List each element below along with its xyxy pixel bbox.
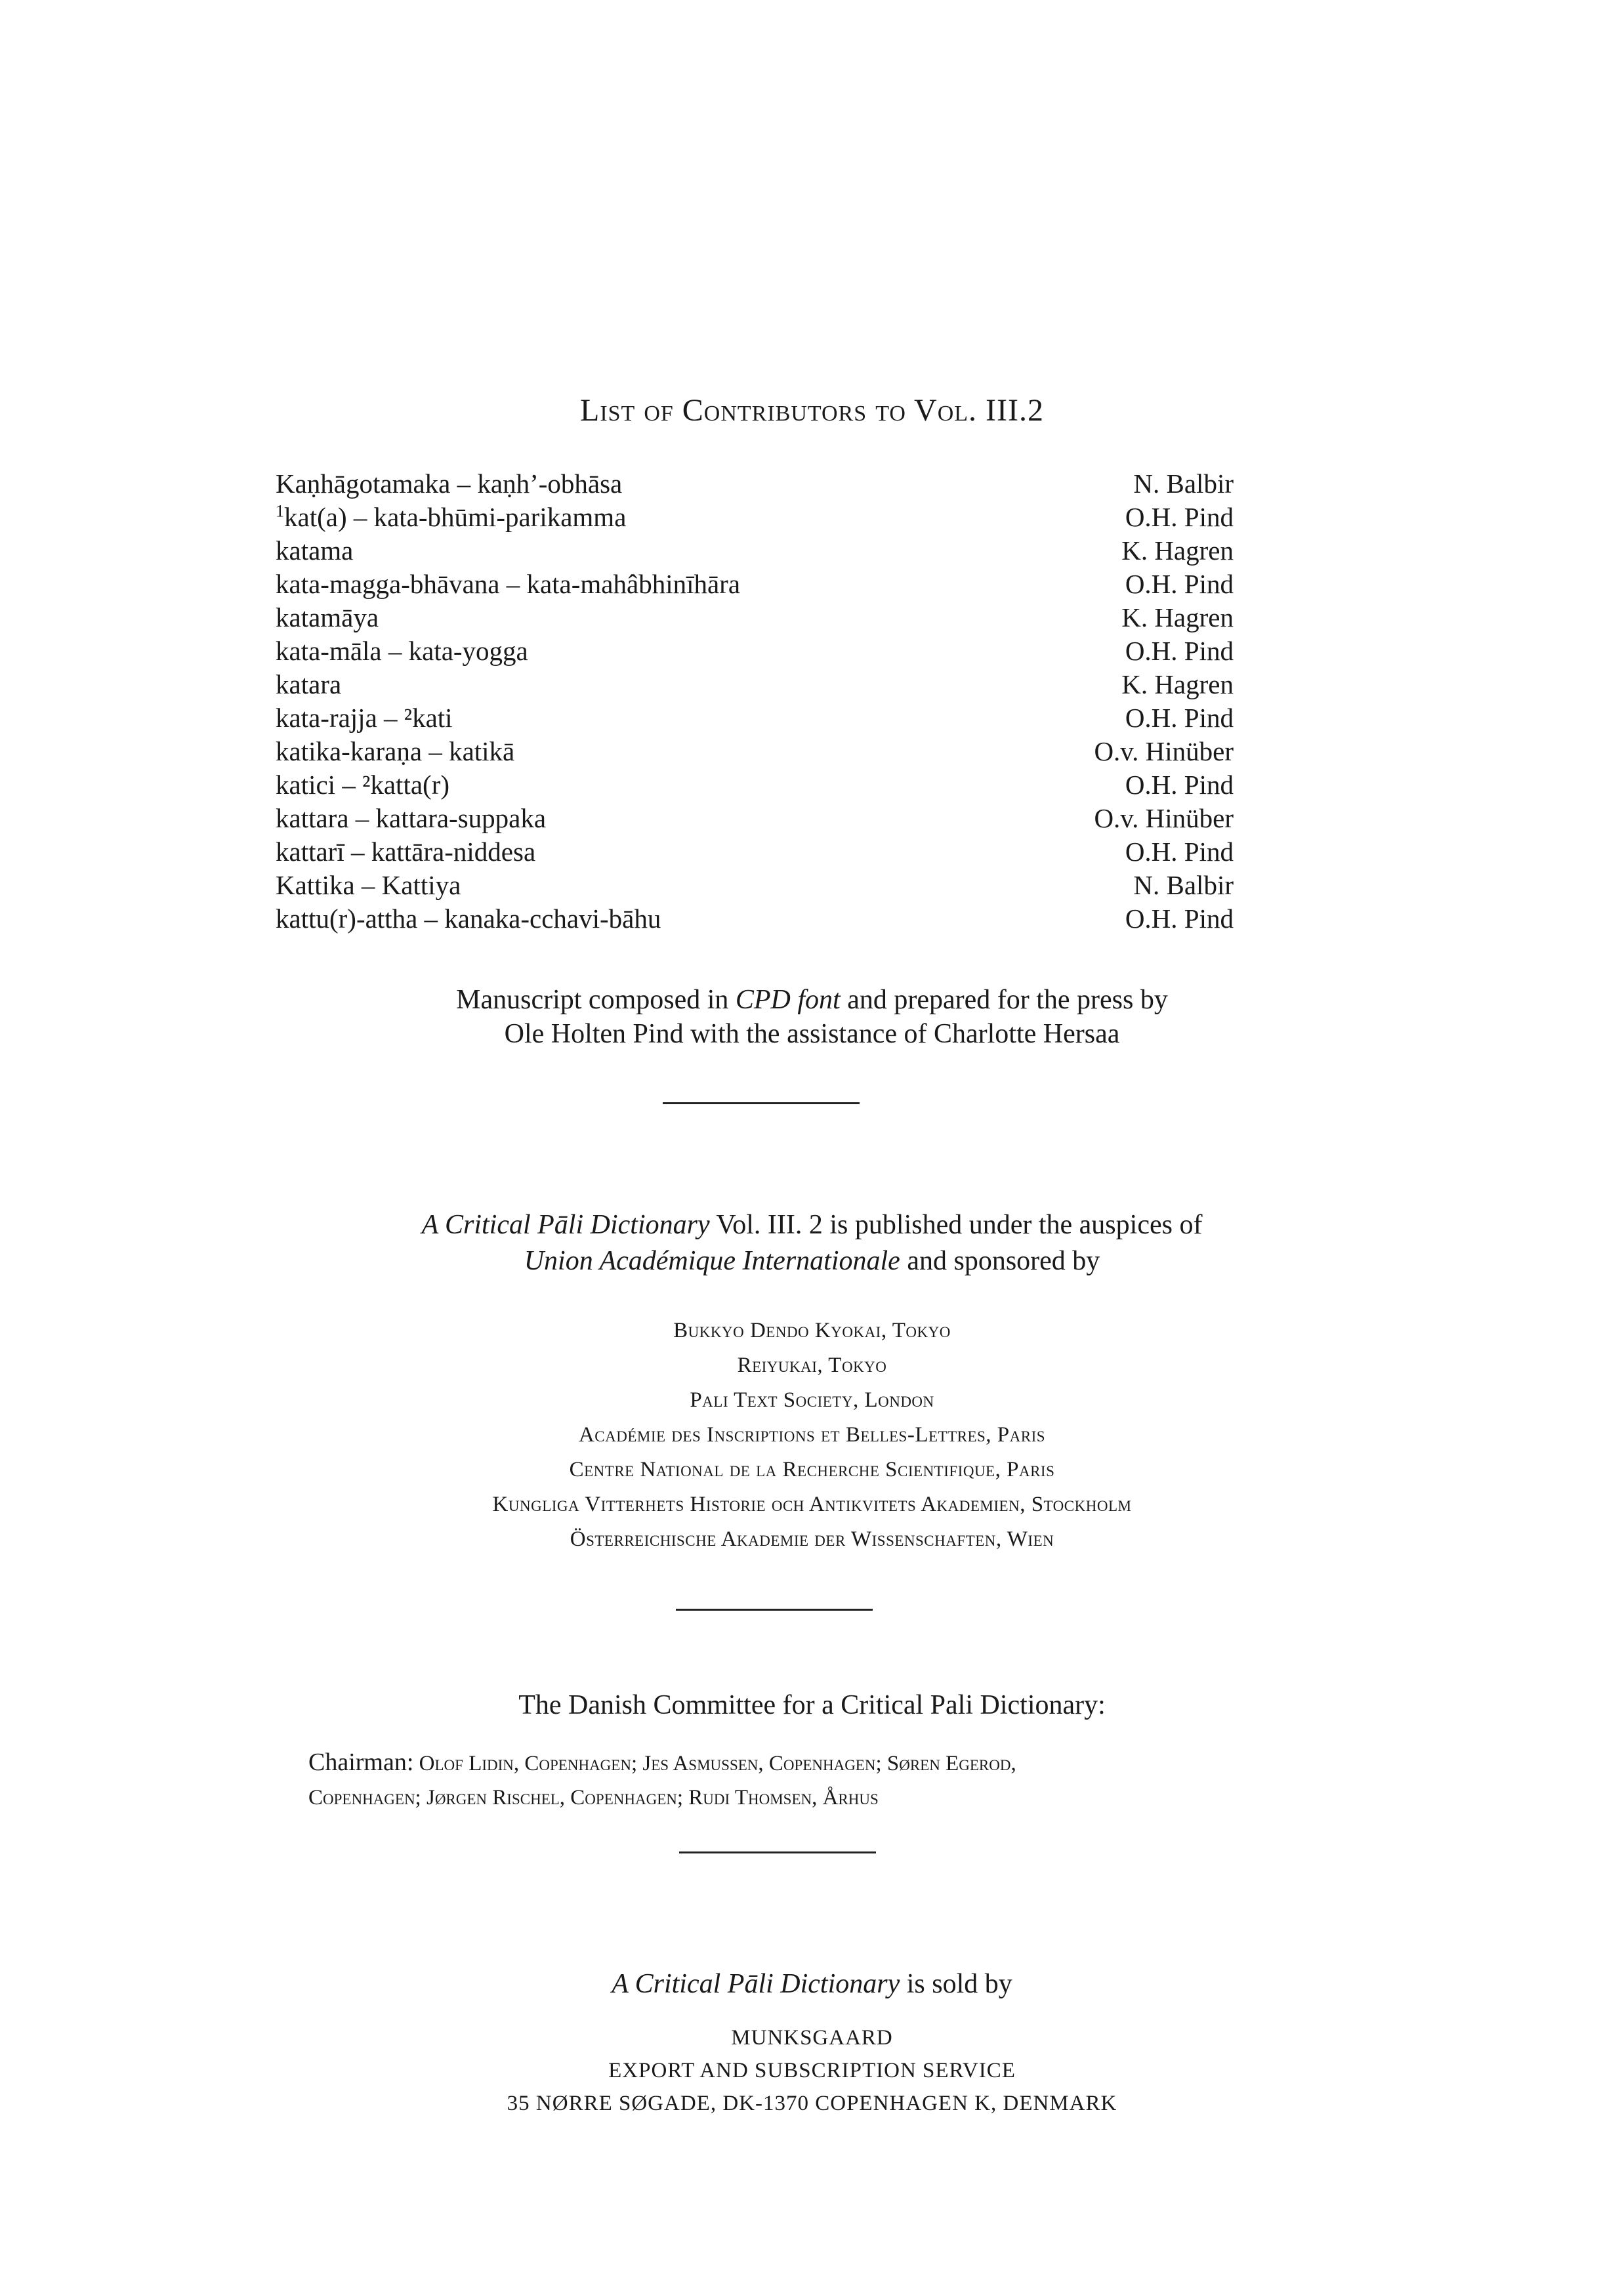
contributor-name: K. Hagren bbox=[1121, 535, 1234, 566]
dictionary-title: A Critical Pāli Dictionary bbox=[612, 1969, 900, 1999]
contributor-row bbox=[276, 568, 1234, 601]
published-text: Vol. III. 2 is published under the auspices of bbox=[716, 1210, 1203, 1240]
contributor-name: O.H. Pind bbox=[1125, 770, 1234, 800]
entry-range: katara bbox=[276, 669, 342, 699]
sponsor-item: Centre National de la Recherche Scientifique, Paris bbox=[569, 1458, 1055, 1481]
seller-service: EXPORT AND SUBSCRIPTION SERVICE bbox=[608, 2059, 1016, 2082]
contributor-name: N. Balbir bbox=[1133, 468, 1234, 499]
sponsor-item: Kungliga Vitterhets Historie och Antikvitets Akademien, Stockholm bbox=[492, 1493, 1132, 1516]
sponsor-item: Pali Text Society, London bbox=[690, 1388, 934, 1412]
chairman-label: Chairman: bbox=[308, 1748, 414, 1776]
contributor-row bbox=[276, 768, 1234, 802]
contributor-row bbox=[276, 835, 1234, 869]
entry-range: kattarī – kattāra-niddesa bbox=[276, 837, 536, 867]
contributor-name: O.H. Pind bbox=[1125, 636, 1234, 666]
contributor-name: K. Hagren bbox=[1121, 669, 1234, 699]
manuscript-line-2: Ole Holten Pind with the assistance of Charlotte Hersaa bbox=[504, 1019, 1120, 1049]
entry-range: kata-magga-bhāvana – kata-mahâbhinīhāra bbox=[276, 569, 741, 599]
seller-name: MUNKSGAARD bbox=[731, 2026, 893, 2050]
contributor-row bbox=[276, 534, 1234, 568]
published-line-2 bbox=[0, 1245, 1624, 1277]
entry-range: katika-karaṇa – katikā bbox=[276, 736, 515, 766]
entry-range: katamāya bbox=[276, 602, 379, 632]
contributor-row bbox=[276, 467, 1234, 501]
committee-line-2: Copenhagen; Jørgen Rischel, Copenhagen; Rudi Thomsen, Århus bbox=[308, 1786, 879, 1809]
entry-range: katici – ²katta(r) bbox=[276, 770, 449, 800]
sold-text: is sold by bbox=[906, 1969, 1012, 1999]
contributor-name: O.H. Pind bbox=[1125, 502, 1234, 532]
divider bbox=[676, 1609, 873, 1611]
sponsor-item: Académie des Inscriptions et Belles-Lettres, Paris bbox=[578, 1423, 1046, 1447]
published-line-1 bbox=[0, 1209, 1624, 1241]
contributor-name: O.v. Hinüber bbox=[1094, 736, 1234, 766]
entry-range: kata-rajja – ²kati bbox=[276, 703, 453, 733]
manuscript-text: and prepared for the press by bbox=[847, 985, 1168, 1015]
font-name: CPD font bbox=[735, 985, 841, 1015]
contributor-row bbox=[276, 601, 1234, 634]
contributor-row bbox=[276, 735, 1234, 768]
sponsor-item: Österreichische Akademie der Wissenschaften, Wien bbox=[570, 1527, 1054, 1551]
contributor-row bbox=[276, 701, 1234, 735]
contributor-name: O.v. Hinüber bbox=[1094, 803, 1234, 833]
manuscript-text: Manuscript composed in bbox=[456, 985, 729, 1015]
contributor-name: O.H. Pind bbox=[1125, 569, 1234, 599]
contributor-row bbox=[276, 802, 1234, 835]
committee-text: Olof Lidin, Copenhagen; Jes Asmussen, Copenhagen; Søren Egerod, bbox=[419, 1752, 1016, 1775]
contributor-name: K. Hagren bbox=[1121, 602, 1234, 632]
entry-range: kattu(r)-attha – kanaka-cchavi-bāhu bbox=[276, 903, 661, 934]
committee-heading: The Danish Committee for a Critical Pali Dictionary: bbox=[518, 1690, 1106, 1720]
dictionary-title: A Critical Pāli Dictionary bbox=[421, 1210, 710, 1240]
sold-heading bbox=[0, 1968, 1624, 2000]
entry-range: Kaṇhāgotamaka – kaṇh’-obhāsa bbox=[276, 468, 623, 499]
committee-line-1 bbox=[308, 1745, 1332, 1781]
contributor-row bbox=[276, 634, 1234, 668]
union-name: Union Académique Internationale bbox=[524, 1246, 900, 1276]
committee-members bbox=[308, 1745, 1332, 1815]
contributor-row bbox=[276, 668, 1234, 701]
published-text: and sponsored by bbox=[907, 1246, 1100, 1276]
seller-address: 35 NØRRE SØGADE, DK-1370 COPENHAGEN K, DENMARK bbox=[507, 2092, 1117, 2115]
entry-range-text: kat(a) – kata-bhūmi-parikamma bbox=[284, 502, 627, 532]
title-volume: III.2 bbox=[986, 393, 1044, 428]
sponsor-item: Bukkyo Dendo Kyokai, Tokyo bbox=[673, 1319, 951, 1342]
entry-range: Kattika – Kattiya bbox=[276, 870, 461, 900]
entry-range: kattara – kattara-suppaka bbox=[276, 803, 547, 833]
divider bbox=[679, 1851, 876, 1853]
contributor-name: O.H. Pind bbox=[1125, 903, 1234, 934]
contributors-list bbox=[276, 467, 1234, 936]
entry-range: katama bbox=[276, 535, 354, 566]
contributor-name: O.H. Pind bbox=[1125, 837, 1234, 867]
contributor-name: N. Balbir bbox=[1133, 870, 1234, 900]
page-title bbox=[0, 392, 1624, 428]
contributor-name: O.H. Pind bbox=[1125, 703, 1234, 733]
sponsor-item: Reiyukai, Tokyo bbox=[737, 1354, 887, 1377]
contributor-row bbox=[276, 902, 1234, 936]
entry-range bbox=[276, 501, 626, 534]
divider bbox=[663, 1102, 860, 1104]
title-main: List of Contributors to Vol. bbox=[580, 393, 978, 428]
entry-range: kata-māla – kata-yogga bbox=[276, 636, 528, 666]
homonym-number: 1 bbox=[276, 501, 284, 521]
contributor-row bbox=[276, 869, 1234, 902]
manuscript-line-1 bbox=[0, 984, 1624, 1016]
contributor-row bbox=[276, 501, 1234, 534]
